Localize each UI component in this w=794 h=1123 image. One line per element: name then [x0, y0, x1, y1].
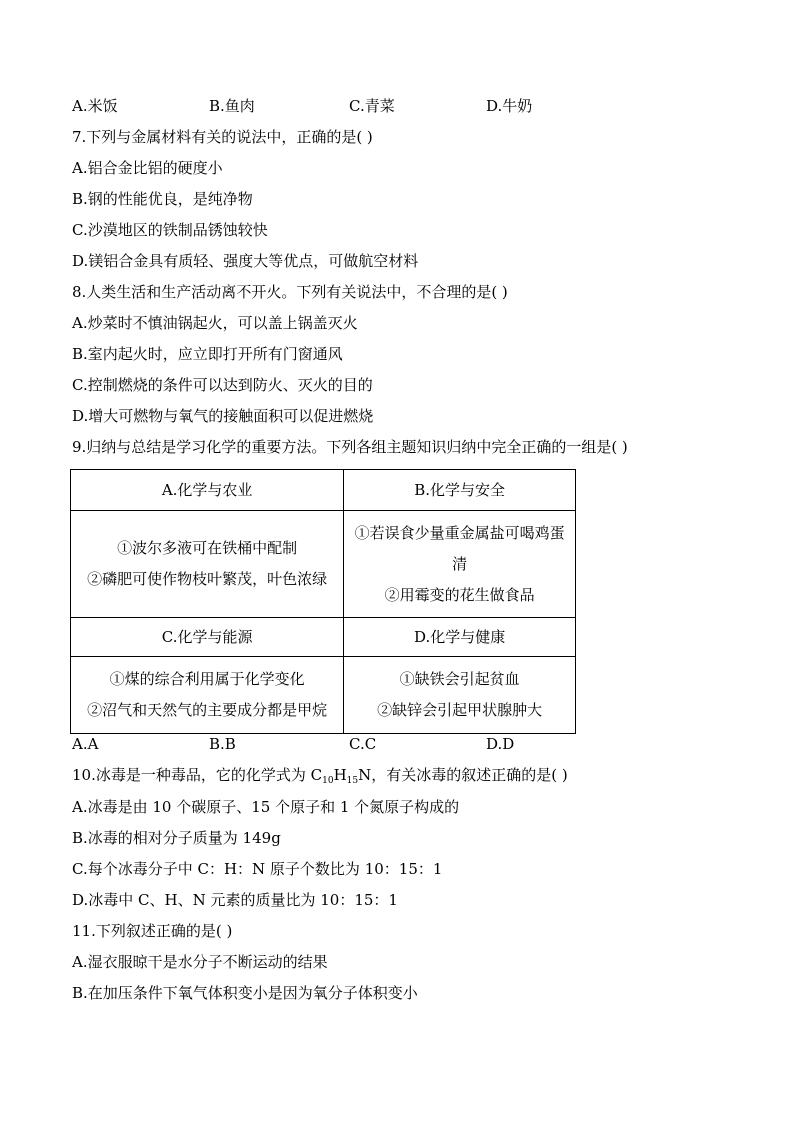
q9-options — [72, 734, 632, 754]
q6-options — [72, 96, 632, 116]
table-header-a: A.化学与农业 — [71, 470, 344, 511]
q10-option-a: A.冰毒是由 10 个碳原子、15 个原子和 1 个氮原子构成的 — [72, 798, 460, 816]
table-cell-d-item-1: ①缺铁会引起贫血 — [399, 670, 520, 688]
table-cell-a-item-2: ②磷肥可使作物枝叶繁茂，叶色浓绿 — [87, 570, 328, 588]
table-cell-b-item-1a: ①若误食少量重金属盐可喝鸡蛋 — [354, 523, 565, 542]
table-cell-c-item-2: ②沼气和天然气的主要成分都是甲烷 — [87, 701, 328, 719]
q6-option-c: C.青菜 — [349, 97, 395, 115]
table-cell-c — [71, 657, 344, 734]
table-header-c: C.化学与能源 — [71, 618, 344, 657]
q10-stem — [72, 765, 568, 785]
q9-option-d: D.D — [486, 735, 515, 753]
table-cell-a — [71, 511, 344, 618]
q10-stem-pre: 10.冰毒是一种毒品，它的化学式为 C — [72, 766, 323, 784]
q10-stem-post: N，有关冰毒的叙述正确的是( ) — [358, 766, 568, 784]
q11-stem: 11.下列叙述正确的是( ) — [72, 922, 233, 940]
q10-option-c: C.每个冰毒分子中 C：H：N 原子个数比为 10：15：1 — [72, 860, 443, 878]
q9-table — [70, 469, 576, 734]
q9-option-a: A.A — [72, 735, 99, 753]
table-cell-b — [344, 511, 576, 618]
q10-formula-sub-2: 15 — [346, 776, 359, 786]
q9-stem: 9.归纳与总结是学习化学的重要方法。下列各组主题知识归纳中完全正确的一组是( ) — [72, 438, 628, 456]
q6-option-d: D.牛奶 — [486, 97, 533, 115]
q7-option-d: D.镁铝合金具有质轻、强度大等优点，可做航空材料 — [72, 252, 419, 270]
q10-option-d: D.冰毒中 C、H、N 元素的质量比为 10：15：1 — [72, 891, 398, 909]
q8-stem: 8.人类生活和生产活动离不开火。下列有关说法中，不合理的是( ) — [72, 283, 508, 301]
q10-formula-sub-1: 10 — [322, 776, 334, 786]
table-header-b: B.化学与安全 — [344, 470, 576, 511]
q10-option-b: B.冰毒的相对分子质量为 149g — [72, 829, 281, 847]
table-cell-c-item-1: ①煤的综合利用属于化学变化 — [109, 670, 305, 688]
q11-option-b: B.在加压条件下氧气体积变小是因为氧分子体积变小 — [72, 984, 418, 1002]
q6-option-b: B.鱼肉 — [209, 97, 255, 115]
q9-option-c: C.C — [349, 735, 377, 753]
q7-option-b: B.钢的性能优良，是纯净物 — [72, 190, 253, 208]
q8-option-b: B.室内起火时，应立即打开所有门窗通风 — [72, 345, 343, 363]
table-header-d: D.化学与健康 — [344, 618, 576, 657]
table-cell-d-item-2: ②缺锌会引起甲状腺肿大 — [377, 701, 543, 719]
q8-option-a: A.炒菜时不慎油锅起火，可以盖上锅盖灭火 — [72, 314, 358, 332]
q7-option-a: A.铝合金比铝的硬度小 — [72, 159, 223, 177]
table-cell-b-item-2: ②用霉变的花生做食品 — [384, 585, 535, 604]
table-cell-d — [344, 657, 576, 734]
q9-option-b: B.B — [209, 735, 236, 753]
q7-stem: 7.下列与金属材料有关的说法中，正确的是( ) — [72, 128, 373, 146]
table-cell-a-item-1: ①波尔多液可在铁桶中配制 — [117, 539, 298, 557]
q8-option-c: C.控制燃烧的条件可以达到防火、灭火的目的 — [72, 376, 373, 394]
q11-option-a: A.湿衣服晾干是水分子不断运动的结果 — [72, 953, 328, 971]
q6-option-a: A.米饭 — [72, 97, 118, 115]
q7-option-c: C.沙漠地区的铁制品锈蚀较快 — [72, 221, 268, 239]
table-cell-b-item-1b: 清 — [452, 554, 468, 573]
q8-option-d: D.增大可燃物与氧气的接触面积可以促进燃烧 — [72, 407, 374, 425]
q10-formula-h: H — [333, 766, 347, 784]
